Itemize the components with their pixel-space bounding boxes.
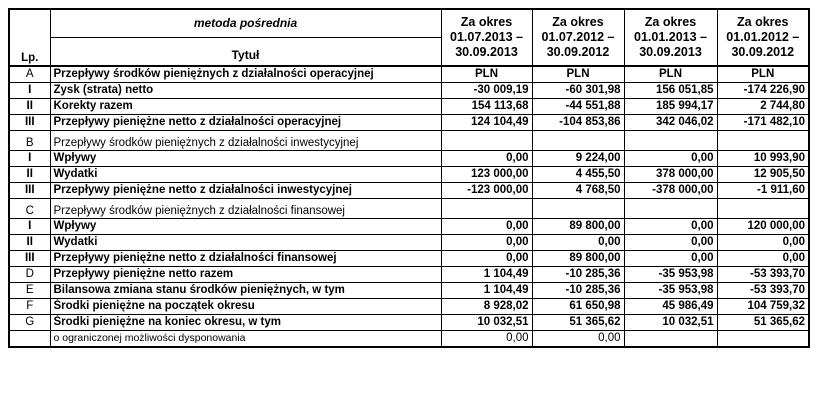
- period-2-line-2: 01.07.2012 –: [541, 30, 615, 44]
- row-title: Przepływy pieniężne netto z działalności inwestycyjnej: [50, 183, 441, 199]
- row-value-2: 0,00: [532, 331, 624, 348]
- row-lp: G: [9, 315, 50, 331]
- period-4-line-2: 01.01.2012 –: [726, 30, 800, 44]
- lp-header: Lp.: [9, 9, 50, 66]
- row-title: o ograniczonej możliwości dysponowania: [50, 331, 441, 348]
- period-3-line-2: 01.01.2013 –: [634, 30, 707, 44]
- period-3-line-1: Za okres: [644, 15, 697, 29]
- period-1-line-1: Za okres: [460, 15, 513, 29]
- row-value-1: 123 000,00: [441, 167, 532, 183]
- row-value-4: 2 744,80: [717, 99, 809, 115]
- table-row: [9, 267, 809, 283]
- row-value-4: -1 911,60: [717, 183, 809, 199]
- row-value-1: 8 928,02: [441, 299, 532, 315]
- period-4-line-1: Za okres: [737, 15, 789, 29]
- row-value-2: -10 285,36: [532, 267, 624, 283]
- period-header-2: [532, 9, 624, 66]
- row-lp: D: [9, 267, 50, 283]
- row-lp: A: [9, 66, 50, 83]
- row-value-4: 0,00: [717, 235, 809, 251]
- period-3-line-3: 30.09.2013: [639, 45, 702, 59]
- row-value-3: 156 051,85: [624, 83, 717, 99]
- row-title: Przepływy pieniężne netto z działalności finansowej: [50, 251, 441, 267]
- row-title: Zysk (strata) netto: [50, 83, 441, 99]
- row-value-2: [532, 131, 624, 151]
- table-row: [9, 235, 809, 251]
- row-title: Bilansowa zmiana stanu środków pieniężnych, w tym: [50, 283, 441, 299]
- row-value-3: 0,00: [624, 251, 717, 267]
- row-lp: I: [9, 151, 50, 167]
- row-value-4: -53 393,70: [717, 267, 809, 283]
- period-2-line-1: Za okres: [552, 15, 604, 29]
- row-value-1: [441, 131, 532, 151]
- row-value-3: 0,00: [624, 151, 717, 167]
- row-lp: III: [9, 183, 50, 199]
- row-value-3: -35 953,98: [624, 267, 717, 283]
- table-row: [9, 299, 809, 315]
- row-value-3: 185 994,17: [624, 99, 717, 115]
- row-title: Przepływy środków pieniężnych z działalności operacyjnej: [50, 66, 441, 83]
- period-header-3: [624, 9, 717, 66]
- row-value-2: [532, 199, 624, 219]
- row-value-4: 120 000,00: [717, 219, 809, 235]
- row-lp: [9, 331, 50, 348]
- table-row: [9, 99, 809, 115]
- row-title: Przepływy pieniężne netto z działalności operacyjnej: [50, 115, 441, 131]
- row-value-1: -30 009,19: [441, 83, 532, 99]
- row-value-2: 61 650,98: [532, 299, 624, 315]
- row-value-2: -104 853,86: [532, 115, 624, 131]
- row-value-1: [441, 199, 532, 219]
- title-header-cell: [50, 9, 441, 66]
- row-value-3: [624, 331, 717, 348]
- row-value-3: 378 000,00: [624, 167, 717, 183]
- row-value-2: 89 800,00: [532, 219, 624, 235]
- row-value-4: 12 905,50: [717, 167, 809, 183]
- row-value-3: [624, 131, 717, 151]
- row-title: Przepływy środków pieniężnych z działalności finansowej: [50, 199, 441, 219]
- row-title: Środki pieniężne na koniec okresu, w tym: [50, 315, 441, 331]
- row-value-3: 342 046,02: [624, 115, 717, 131]
- row-value-1: 0,00: [441, 251, 532, 267]
- period-header-4: [717, 9, 809, 66]
- table-row: [9, 115, 809, 131]
- row-value-3: PLN: [624, 66, 717, 83]
- row-value-3: -378 000,00: [624, 183, 717, 199]
- row-value-1: -123 000,00: [441, 183, 532, 199]
- row-value-4: 0,00: [717, 251, 809, 267]
- row-value-1: 124 104,49: [441, 115, 532, 131]
- table-row: [9, 283, 809, 299]
- row-lp: B: [9, 131, 50, 151]
- table-row: [9, 83, 809, 99]
- row-value-2: 4 768,50: [532, 183, 624, 199]
- table-row: [9, 183, 809, 199]
- row-value-2: 89 800,00: [532, 251, 624, 267]
- cash-flow-table: [8, 8, 810, 348]
- row-lp: I: [9, 83, 50, 99]
- row-value-1: 0,00: [441, 331, 532, 348]
- row-title: Wpływy: [50, 151, 441, 167]
- row-title: Środki pieniężne na początek okresu: [50, 299, 441, 315]
- row-value-2: -44 551,88: [532, 99, 624, 115]
- row-value-2: 9 224,00: [532, 151, 624, 167]
- table-row: [9, 66, 809, 83]
- row-title: Przepływy pieniężne netto razem: [50, 267, 441, 283]
- table-row: [9, 151, 809, 167]
- row-value-1: 10 032,51: [441, 315, 532, 331]
- row-value-4: -53 393,70: [717, 283, 809, 299]
- row-value-3: 0,00: [624, 219, 717, 235]
- row-lp: III: [9, 251, 50, 267]
- table-row: [9, 251, 809, 267]
- row-value-4: [717, 199, 809, 219]
- row-value-3: [624, 199, 717, 219]
- table-row: [9, 199, 809, 219]
- table-row: [9, 131, 809, 151]
- row-value-2: 51 365,62: [532, 315, 624, 331]
- row-value-1: 0,00: [441, 151, 532, 167]
- row-value-4: -174 226,90: [717, 83, 809, 99]
- row-lp: C: [9, 199, 50, 219]
- row-value-4: 104 759,32: [717, 299, 809, 315]
- row-lp: II: [9, 99, 50, 115]
- row-value-4: 51 365,62: [717, 315, 809, 331]
- row-value-1: 1 104,49: [441, 283, 532, 299]
- row-value-2: -10 285,36: [532, 283, 624, 299]
- row-value-4: [717, 131, 809, 151]
- table-row: [9, 315, 809, 331]
- row-value-4: -171 482,10: [717, 115, 809, 131]
- row-value-1: 0,00: [441, 235, 532, 251]
- row-lp: II: [9, 167, 50, 183]
- row-title: Przepływy środków pieniężnych z działalności inwestycyjnej: [50, 131, 441, 151]
- period-4-line-3: 30.09.2012: [731, 45, 795, 59]
- row-lp: I: [9, 219, 50, 235]
- row-value-4: [717, 331, 809, 348]
- table-row: [9, 331, 809, 348]
- row-title: Wydatki: [50, 167, 441, 183]
- row-lp: II: [9, 235, 50, 251]
- table-row: [9, 167, 809, 183]
- row-value-3: -35 953,98: [624, 283, 717, 299]
- row-value-1: PLN: [441, 66, 532, 83]
- row-value-4: 10 993,90: [717, 151, 809, 167]
- row-title: Korekty razem: [50, 99, 441, 115]
- period-1-line-3: 30.09.2013: [455, 45, 518, 59]
- row-lp: E: [9, 283, 50, 299]
- row-value-1: 154 113,68: [441, 99, 532, 115]
- row-lp: F: [9, 299, 50, 315]
- header-row: [9, 9, 809, 66]
- row-value-2: 0,00: [532, 235, 624, 251]
- row-value-1: 1 104,49: [441, 267, 532, 283]
- period-header-1: [441, 9, 532, 66]
- row-title: Wydatki: [50, 235, 441, 251]
- period-1-line-2: 01.07.2013 –: [450, 30, 523, 44]
- period-2-line-3: 30.09.2012: [546, 45, 610, 59]
- table-row: [9, 219, 809, 235]
- row-value-3: 10 032,51: [624, 315, 717, 331]
- table-body: [9, 66, 809, 347]
- row-value-2: PLN: [532, 66, 624, 83]
- method-label: metoda pośrednia: [51, 10, 441, 38]
- cash-flow-statement: [8, 8, 810, 348]
- row-title: Wpływy: [50, 219, 441, 235]
- row-value-1: 0,00: [441, 219, 532, 235]
- row-lp: III: [9, 115, 50, 131]
- row-value-3: 0,00: [624, 235, 717, 251]
- row-value-3: 45 986,49: [624, 299, 717, 315]
- row-value-4: PLN: [717, 66, 809, 83]
- title-header: Tytuł: [231, 48, 260, 62]
- row-value-2: -60 301,98: [532, 83, 624, 99]
- row-value-2: 4 455,50: [532, 167, 624, 183]
